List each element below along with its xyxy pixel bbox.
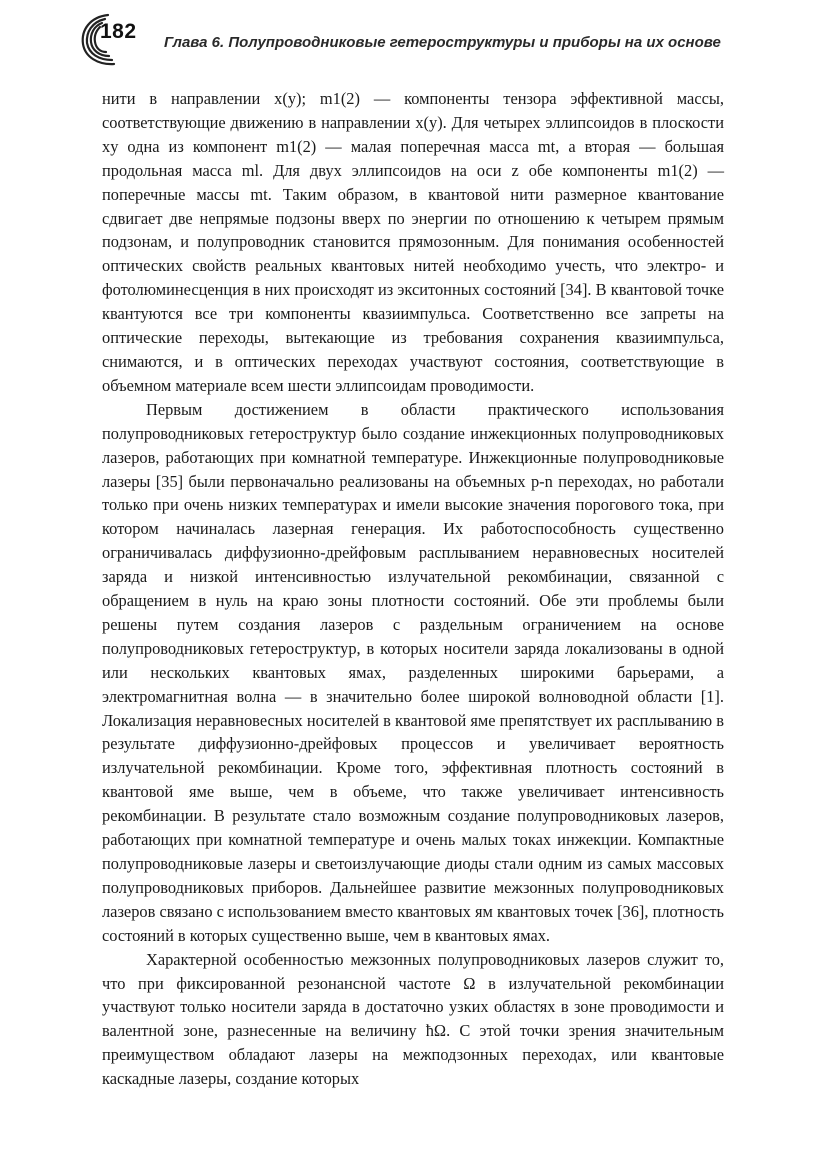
paragraph: нити в направлении x(y); m1(2) — компоненты тензора эффективной массы, соответствующие движению в направлении x(y). Для четырех эллипсоидов в плоскости xy одна из компонент m1(2) — малая поперечная масса mt, а вторая — большая продольная масса ml. Для двух эллипсоидов на оси z обе компоненты m1(2) — поперечные массы mt. Таким образом, в квантовой нити размерное квантование сдвигает две непрямые подзоны вверх по энергии по отношению к четырем прямым подзонам, и полупроводник становится прямозонным. Для понимания особенностей оптических свойств реальных квантовых нитей необходимо учесть, что электро- и фотолюминесценция в них происходят из экситонных состояний [34]. В квантовой точке квантуются все три компоненты квазиимпульса. Соответственно все запреты на оптические переходы, вытекающие из требования сохранения квазиимпульса, снимаются, и в оптических переходах участвуют состояния, соответствующие в объемном материале всем шести эллипсоидам проводимости. (102, 89, 724, 395)
page-header (78, 12, 728, 74)
paragraph: Первым достижением в области практического использования полупроводниковых гетероструктур было создание инжекционных полупроводниковых лазеров, работающих при комнатной температуре. Инжекционные полупроводниковые лазеры [35] были первоначально реализованы на объемных p-n переходах, но работали только при очень низких температурах и имели высокие значения порогового тока, при котором начиналась лазерная генерация. Их работоспособность существенно ограничивалась диффузионно-дрейфовым расплыванием неравновесных носителей заряда и низкой интенсивностью излучательной рекомбинации, связанной с обращением в нуль на краю зоны плотности состояний. Обе эти проблемы были решены путем создания лазеров с раздельным ограничением на основе полупроводниковых гетероструктур, в которых носители заряда локализованы в одной или нескольких квантовых ямах, разделенных широкими барьерами, а электромагнитная волна — в значительно более широкой волноводной области [1]. Локализация неравновесных носителей в квантовой яме препятствует их расплыванию в результате диффузионно-дрейфовых процессов и увеличивает вероятность излучательной рекомбинации. Кроме того, эффективная плотность состояний в квантовой яме выше, чем в объеме, что также увеличивает интенсивность рекомбинации. В результате стало возможным создание полупроводниковых лазеров, работающих при комнатной температуре и очень малых токах инжекции. Компактные полупроводниковые лазеры и светоизлучающие диоды стали одним из самых массовых полупроводниковых приборов. Дальнейшее развитие межзонных полупроводниковых лазеров связано с использованием вместо квантовых ям квантовых точек [36], плотность состояний в которых существенно выше, чем в квантовых ямах. (102, 399, 724, 945)
running-head: Глава 6. Полупроводниковые гетероструктуры и приборы на их основе (164, 34, 721, 51)
page-number: 182 (100, 20, 137, 43)
body-text (102, 87, 724, 1091)
page-number-emblem (78, 12, 146, 68)
paragraph: Характерной особенностью межзонных полупроводниковых лазеров служит то, что при фиксированной резонансной частоте Ω в излучательной рекомбинации участвуют только носители заряда в достаточно узких областях в зоне проводимости и валентной зоне, разнесенные на величину ħΩ. С этой точки зрения значительным преимуществом обладают лазеры на межподзонных переходах, или квантовые каскадные лазеры, создание которых (102, 949, 724, 1089)
